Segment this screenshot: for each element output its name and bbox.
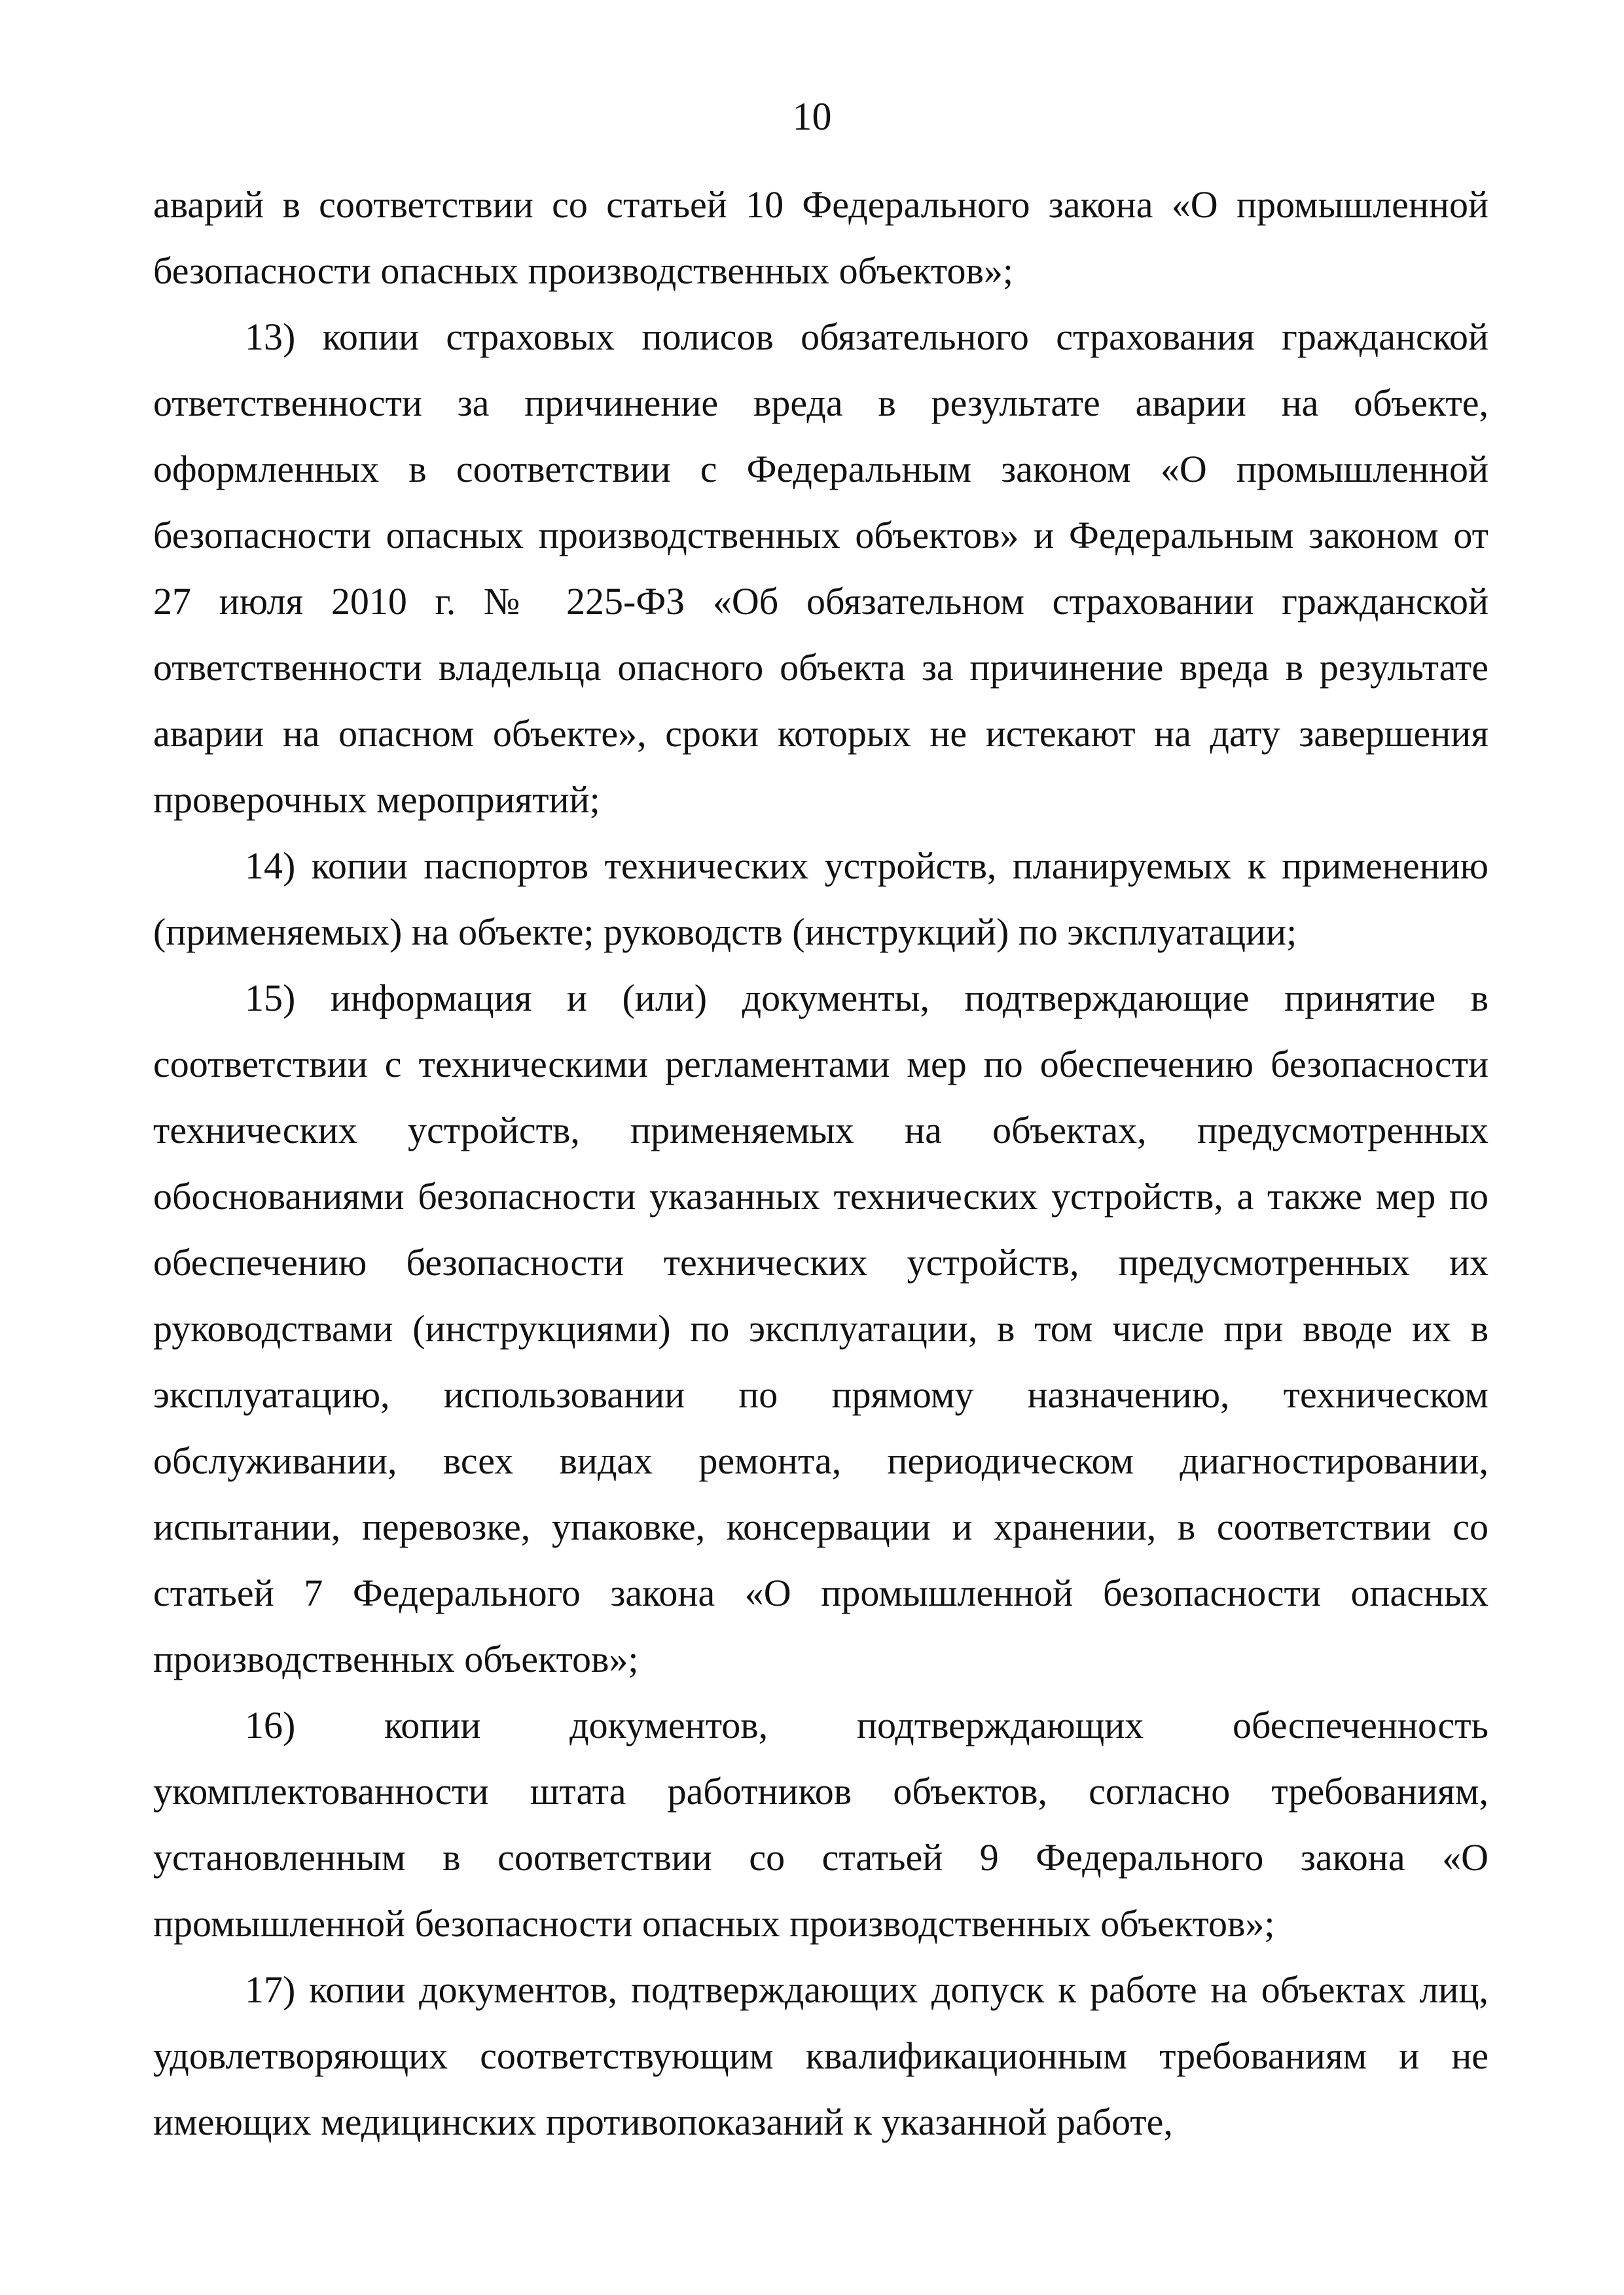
paragraph-item-17: 17) копии документов, подтверждающих допуск к работе на объектах лиц, удовлетворяющих соответствующим квалификационным требованиям и не имеющих медицинских противопоказаний к указанной работе, — [153, 1968, 1489, 2143]
paragraph-continuation: аварий в соответствии со статьей 10 Федерального закона «О промышленной безопасности опасных производственных объектов»; — [153, 183, 1489, 292]
paragraph-item-13: 13) копии страховых полисов обязательного страхования гражданской ответственности за причинение вреда в результате аварии на объекте, оформленных в соответствии с Федеральным законом «О промышленной безопасности опасных производственных объектов» и Федеральным законом от 27 июля 2010 г. № 225-ФЗ «Об обязательном страховании гражданской ответственности владельца опасного объекта за причинение вреда в результате аварии на опасном объекте», сроки которых не истекают на дату завершения проверочных мероприятий; — [153, 316, 1489, 821]
document-body — [153, 172, 1489, 2155]
paragraph-item-14: 14) копии паспортов технических устройств, планируемых к применению (применяемых) на объекте; руководств (инструкций) по эксплуатации; — [153, 844, 1489, 953]
paragraph-item-16: 16) копии документов, подтверждающих обеспеченность укомплектованности штата работников объектов, согласно требованиям, установленным в соответствии со статьей 9 Федерального закона «О промышленной безопасности опасных производственных объектов»; — [153, 1704, 1489, 1945]
page-number: 10 — [792, 95, 832, 138]
paragraph-item-15: 15) информация и (или) документы, подтверждающие принятие в соответствии с техническими регламентами мер по обеспечению безопасности технических устройств, применяемых на объектах, предусмотренных обоснованиями безопасности указанных технических устройств, а также мер по обеспечению безопасности технических устройств, предусмотренных их руководствами (инструкциями) по эксплуатации, в том числе при вводе их в эксплуатацию, использовании по прямому назначению, техническом обслуживании, всех видах ремонта, периодическом диагностировании, испытании, перевозке, упаковке, консервации и хранении, в соответствии со статьей 7 Федерального закона «О промышленной безопасности опасных производственных объектов»; — [153, 977, 1489, 1680]
